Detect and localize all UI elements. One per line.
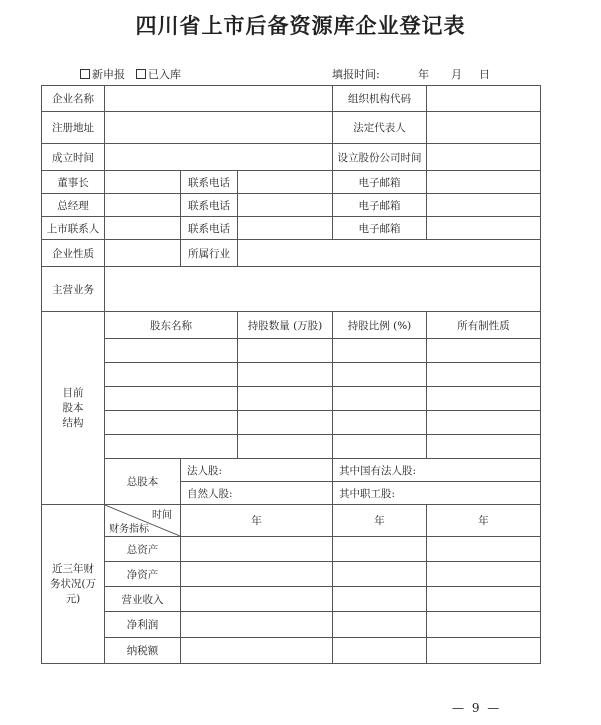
equity-cell[interactable] (333, 411, 427, 435)
ipo-contact-email-field[interactable] (427, 217, 541, 240)
fill-date-day: 日 (479, 68, 490, 81)
equity-header-ownership: 所有制性质 (427, 312, 541, 339)
form-title: 四川省上市后备资源库企业登记表 (135, 14, 466, 38)
equity-section-text: 目前股本结构 (62, 386, 84, 429)
label-equity-section (42, 312, 105, 505)
label-company-name: 企业名称 (42, 86, 105, 112)
finance-cell[interactable] (427, 562, 541, 587)
finance-cell[interactable] (427, 638, 541, 664)
label-gm: 总经理 (42, 194, 105, 217)
finance-section-text: 近三年财务状况(万元) (49, 562, 97, 605)
company-name-field[interactable] (105, 86, 333, 112)
finance-header-year3: 年 (427, 505, 541, 537)
label-email: 电子邮箱 (333, 171, 427, 194)
equity-cell[interactable] (105, 411, 238, 435)
finance-cell[interactable] (181, 537, 333, 562)
finance-header-year1: 年 (181, 505, 333, 537)
fill-date-month: 月 (451, 68, 462, 81)
finance-cell[interactable] (333, 537, 427, 562)
checkbox-new-label: 新申报 (92, 68, 125, 81)
gm-phone-field[interactable] (238, 194, 333, 217)
equity-cell[interactable] (333, 435, 427, 459)
chairman-phone-field[interactable] (238, 171, 333, 194)
label-phone: 联系电话 (181, 171, 238, 194)
label-employee-shares: 其中职工股: (333, 482, 541, 505)
finance-row-label: 营业收入 (105, 587, 181, 612)
equity-cell[interactable] (238, 411, 333, 435)
gm-email-field[interactable] (427, 194, 541, 217)
label-legal-person-shares: 法人股: (181, 459, 333, 482)
finance-cell[interactable] (427, 537, 541, 562)
joint-stock-date-field[interactable] (427, 144, 541, 171)
equity-cell[interactable] (238, 435, 333, 459)
finance-row-label: 总资产 (105, 537, 181, 562)
finance-cell[interactable] (333, 587, 427, 612)
page-number: — 9 — (452, 701, 502, 715)
gm-field[interactable] (105, 194, 181, 217)
equity-cell[interactable] (427, 363, 541, 387)
finance-cell[interactable] (181, 638, 333, 664)
founded-field[interactable] (105, 144, 333, 171)
label-finance-section (42, 505, 105, 664)
label-industry: 所属行业 (181, 240, 238, 267)
registration-form-table (41, 85, 541, 664)
label-ipo-contact: 上市联系人 (42, 217, 105, 240)
reg-address-field[interactable] (105, 112, 333, 144)
equity-cell[interactable] (427, 339, 541, 363)
equity-cell[interactable] (427, 411, 541, 435)
checkbox-new[interactable] (80, 66, 125, 82)
label-org-code: 组织机构代码 (333, 86, 427, 112)
org-code-field[interactable] (427, 86, 541, 112)
label-joint-stock-date: 设立股份公司时间 (333, 144, 427, 171)
finance-row-label: 净利润 (105, 612, 181, 638)
checkbox-box[interactable] (136, 69, 146, 79)
main-business-field[interactable] (105, 267, 541, 312)
label-founded: 成立时间 (42, 144, 105, 171)
ipo-contact-phone-field[interactable] (238, 217, 333, 240)
finance-cell[interactable] (333, 612, 427, 638)
finance-row-label: 净资产 (105, 562, 181, 587)
equity-cell[interactable] (333, 339, 427, 363)
finance-cell[interactable] (181, 612, 333, 638)
equity-header-ratio: 持股比例 (%) (333, 312, 427, 339)
fill-date-label: 填报时间: (332, 68, 380, 81)
equity-cell[interactable] (238, 339, 333, 363)
equity-cell[interactable] (105, 387, 238, 411)
finance-diagonal-header (105, 505, 181, 537)
finance-cell[interactable] (181, 562, 333, 587)
checkbox-stored[interactable] (136, 66, 181, 82)
label-main-business: 主营业务 (42, 267, 105, 312)
label-state-legal-shares: 其中国有法人股: (333, 459, 541, 482)
finance-cell[interactable] (427, 612, 541, 638)
equity-header-shares: 持股数量 (万股) (238, 312, 333, 339)
diag-indicator-label: 财务指标 (109, 524, 149, 535)
label-email: 电子邮箱 (333, 217, 427, 240)
label-reg-address: 注册地址 (42, 112, 105, 144)
finance-cell[interactable] (427, 587, 541, 612)
label-legal-rep: 法定代表人 (333, 112, 427, 144)
legal-rep-field[interactable] (427, 112, 541, 144)
equity-cell[interactable] (105, 339, 238, 363)
checkbox-stored-label: 已入库 (148, 68, 181, 81)
equity-cell[interactable] (333, 387, 427, 411)
finance-header-year2: 年 (333, 505, 427, 537)
label-total-capital: 总股本 (105, 459, 181, 505)
nature-field[interactable] (105, 240, 181, 267)
chairman-email-field[interactable] (427, 171, 541, 194)
equity-cell[interactable] (238, 387, 333, 411)
finance-cell[interactable] (333, 562, 427, 587)
label-phone: 联系电话 (181, 217, 238, 240)
equity-cell[interactable] (238, 363, 333, 387)
equity-cell[interactable] (427, 435, 541, 459)
equity-cell[interactable] (427, 387, 541, 411)
industry-field[interactable] (238, 240, 541, 267)
label-chairman: 董事长 (42, 171, 105, 194)
equity-cell[interactable] (105, 435, 238, 459)
equity-cell[interactable] (333, 363, 427, 387)
finance-cell[interactable] (333, 638, 427, 664)
label-phone: 联系电话 (181, 194, 238, 217)
chairman-field[interactable] (105, 171, 181, 194)
equity-header-holder: 股东名称 (105, 312, 238, 339)
equity-cell[interactable] (105, 363, 238, 387)
finance-cell[interactable] (181, 587, 333, 612)
ipo-contact-field[interactable] (105, 217, 181, 240)
fill-date-year: 年 (418, 68, 429, 81)
diag-time-label: 时间 (152, 510, 172, 521)
finance-row-label: 纳税额 (105, 638, 181, 664)
label-email: 电子邮箱 (333, 194, 427, 217)
checkbox-box[interactable] (80, 69, 90, 79)
label-nature: 企业性质 (42, 240, 105, 267)
label-natural-person-shares: 自然人股: (181, 482, 333, 505)
